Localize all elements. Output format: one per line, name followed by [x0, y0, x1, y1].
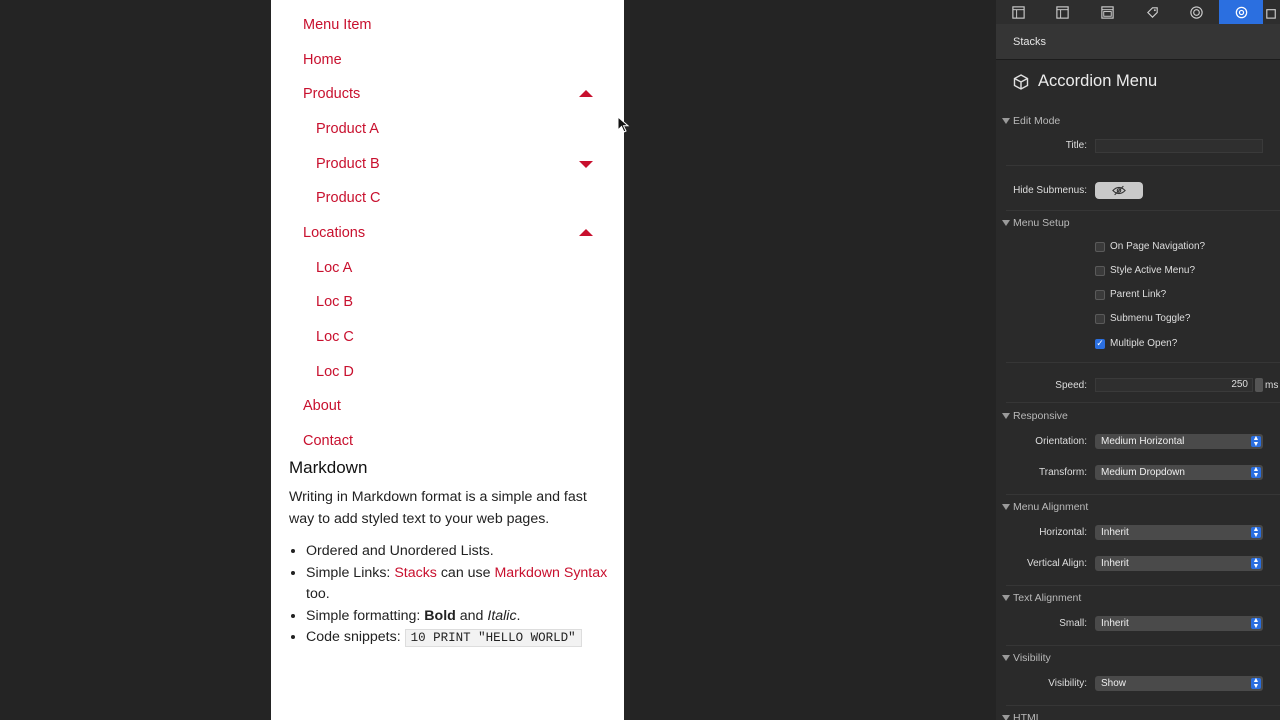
stack-heading — [1012, 72, 1157, 91]
panel-header — [996, 24, 1280, 60]
disclosure-triangle-icon — [1002, 118, 1010, 124]
menu-item-home[interactable] — [271, 43, 624, 77]
divider — [1006, 585, 1280, 586]
disclosure-triangle-icon — [1002, 655, 1010, 661]
collapse-arrow-icon[interactable] — [579, 229, 593, 236]
section-title: Text Alignment — [1013, 592, 1082, 604]
select-chevron-icon: ▲ ▼ — [1252, 435, 1260, 448]
page-layout-icon[interactable] — [996, 0, 1040, 24]
select-value: Medium Dropdown — [1101, 467, 1185, 478]
divider — [1006, 402, 1280, 403]
menu-item-loc-d[interactable] — [271, 355, 624, 389]
list-item-text: Simple Links: — [306, 564, 395, 581]
list-item-text: . — [516, 607, 521, 624]
menu-item-loc-c[interactable] — [271, 320, 624, 354]
collapse-arrow-icon[interactable] — [579, 90, 593, 97]
disclosure-triangle-icon — [1002, 504, 1010, 510]
select-value: Inherit — [1101, 527, 1129, 538]
header-layout-icon[interactable] — [1085, 0, 1129, 24]
select-value: Medium Horizontal — [1101, 436, 1185, 447]
layout-icon[interactable] — [1040, 0, 1084, 24]
menu-item-label: Product C — [316, 190, 381, 206]
menu-item-menu-item[interactable] — [271, 8, 624, 42]
checkbox-box-checked[interactable] — [1095, 339, 1105, 349]
divider — [1006, 494, 1280, 495]
menu-item-label: Product B — [316, 156, 380, 172]
menu-item-label: About — [303, 398, 341, 414]
list-item-text: can use — [436, 564, 495, 581]
title-input[interactable] — [1095, 139, 1263, 153]
list-item — [306, 541, 614, 563]
disclosure-triangle-icon — [1002, 715, 1010, 720]
select-chevron-icon: ▲ ▼ — [1252, 617, 1260, 630]
section-responsive[interactable] — [996, 408, 1280, 426]
select-chevron-icon: ▲ ▼ — [1252, 466, 1260, 479]
section-text-alignment[interactable] — [996, 590, 1280, 608]
section-menu-alignment[interactable] — [996, 499, 1280, 517]
menu-item-product-c[interactable] — [271, 181, 624, 215]
divider — [1006, 165, 1280, 166]
disclosure-triangle-icon — [1002, 220, 1010, 226]
section-title: Responsive — [1013, 410, 1068, 422]
menu-item-label: Home — [303, 52, 342, 68]
menu-item-label: Contact — [303, 433, 353, 449]
markdown-block — [289, 458, 614, 650]
transform-label: Transform: — [1039, 467, 1087, 478]
divider — [1006, 362, 1280, 363]
menu-item-label: Products — [303, 86, 361, 102]
list-item — [306, 627, 614, 650]
section-html[interactable] — [996, 710, 1280, 720]
mouse-cursor-icon — [617, 116, 631, 134]
markdown-paragraph: Writing in Markdown format is a simple and fast way to add styled text to your web pages. — [289, 489, 587, 527]
title-label: Title: — [1065, 140, 1087, 151]
select-chevron-icon: ▲ ▼ — [1252, 526, 1260, 539]
menu-item-label: Loc B — [316, 294, 354, 310]
small-align-select[interactable] — [1095, 616, 1263, 631]
inspector-panel — [996, 0, 1280, 720]
orientation-select[interactable] — [1095, 434, 1263, 449]
checkbox-label: Style Active Menu? — [1110, 265, 1196, 276]
list-item — [306, 606, 614, 628]
code-snippet: 10 PRINT "HELLO WORLD" — [405, 629, 582, 647]
parent-link-checkbox[interactable] — [1095, 289, 1166, 300]
menu-item-products[interactable] — [271, 77, 624, 111]
checkbox-label: Multiple Open? — [1110, 338, 1178, 349]
disclosure-triangle-icon — [1002, 595, 1010, 601]
menu-item-label: Product A — [316, 121, 379, 137]
target-icon[interactable] — [1174, 0, 1218, 24]
vertical-align-label: Vertical Align: — [1026, 558, 1087, 569]
markdown-title: Markdown — [289, 458, 368, 477]
speed-label: Speed: — [1055, 380, 1087, 391]
select-chevron-icon: ▲ ▼ — [1252, 557, 1260, 570]
menu-item-contact[interactable] — [271, 424, 624, 458]
checkbox-box[interactable] — [1095, 290, 1105, 300]
horizontal-label: Horizontal: — [1039, 527, 1087, 538]
checkbox-box[interactable] — [1095, 314, 1105, 324]
menu-item-label: Locations — [303, 225, 366, 241]
list-item-text: Ordered and Unordered Lists. — [306, 543, 494, 559]
menu-item-product-a[interactable] — [271, 112, 624, 146]
horizontal-select[interactable] — [1095, 525, 1263, 540]
bold-text: Bold — [424, 607, 456, 624]
checkbox-box[interactable] — [1095, 242, 1105, 252]
menu-item-label: Loc A — [316, 260, 353, 276]
menu-item-locations[interactable] — [271, 216, 624, 250]
orientation-label: Orientation: — [1035, 436, 1087, 447]
hide-submenus-toggle[interactable] — [1095, 182, 1143, 199]
speed-input[interactable]: 250 — [1095, 378, 1253, 392]
inspector-toolbar — [996, 0, 1280, 24]
list-item-text: Code snippets: — [306, 629, 405, 645]
list-item-text: Simple formatting: — [306, 607, 425, 624]
select-chevron-icon: ▲ ▼ — [1252, 677, 1260, 690]
style-active-menu-checkbox[interactable] — [1095, 265, 1195, 276]
markdown-syntax-link[interactable]: Markdown Syntax — [494, 564, 608, 581]
section-title: Edit Mode — [1013, 115, 1061, 127]
visibility-select[interactable] — [1095, 676, 1263, 691]
menu-item-product-b[interactable] — [271, 147, 624, 181]
visibility-label: Visibility: — [1048, 678, 1087, 689]
hide-submenus-label: Hide Submenus: — [1013, 185, 1087, 196]
divider — [1006, 705, 1280, 706]
checkbox-label: On Page Navigation? — [1110, 241, 1206, 252]
multiple-open-checkbox[interactable] — [1095, 338, 1177, 349]
cube-icon — [1012, 73, 1030, 91]
select-value: Inherit — [1101, 618, 1129, 629]
list-item-text: and — [455, 607, 488, 624]
on-page-navigation-checkbox[interactable] — [1095, 241, 1205, 252]
expand-icon[interactable] — [1263, 0, 1280, 24]
disclosure-triangle-icon — [1002, 413, 1010, 419]
markdown-list — [289, 541, 614, 650]
page-preview — [271, 0, 624, 720]
select-value: Show — [1101, 678, 1127, 689]
section-title: Visibility — [1013, 652, 1051, 664]
checkbox-label: Submenu Toggle? — [1110, 313, 1191, 324]
section-title: Menu Setup — [1013, 217, 1070, 229]
checkbox-label: Parent Link? — [1110, 289, 1167, 300]
stacks-link[interactable]: Stacks — [394, 564, 437, 581]
tag-icon[interactable] — [1130, 0, 1174, 24]
vertical-align-select[interactable] — [1095, 556, 1263, 571]
divider — [1006, 210, 1280, 211]
menu-item-label: Loc D — [316, 364, 354, 380]
menu-item-loc-b[interactable] — [271, 285, 624, 319]
select-value: Inherit — [1101, 558, 1129, 569]
small-label: Small: — [1059, 618, 1087, 629]
speed-unit: ms — [1265, 380, 1279, 391]
divider — [1006, 645, 1280, 646]
list-item-text: too. — [306, 586, 330, 602]
list-item — [306, 563, 614, 606]
speed-stepper[interactable] — [1255, 378, 1263, 392]
menu-item-loc-a[interactable] — [271, 251, 624, 285]
panel-title: Stacks — [1013, 36, 1047, 48]
expand-arrow-icon[interactable] — [579, 161, 593, 168]
transform-select[interactable] — [1095, 465, 1263, 480]
section-menu-setup[interactable] — [996, 215, 1280, 233]
eye-slash-icon — [1112, 185, 1126, 196]
section-visibility[interactable] — [996, 650, 1280, 668]
stack-name: Accordion Menu — [1038, 72, 1158, 90]
section-title: Menu Alignment — [1013, 501, 1089, 513]
italic-text: Italic — [487, 607, 517, 624]
menu-item-label: Menu Item — [303, 17, 372, 33]
menu-item-about[interactable] — [271, 389, 624, 423]
section-edit-mode[interactable] — [996, 113, 1280, 131]
submenu-toggle-checkbox[interactable] — [1095, 313, 1190, 324]
section-title: HTML — [1013, 712, 1042, 720]
checkbox-box[interactable] — [1095, 266, 1105, 276]
stacks-gear-icon[interactable] — [1219, 0, 1263, 24]
menu-item-label: Loc C — [316, 329, 354, 345]
